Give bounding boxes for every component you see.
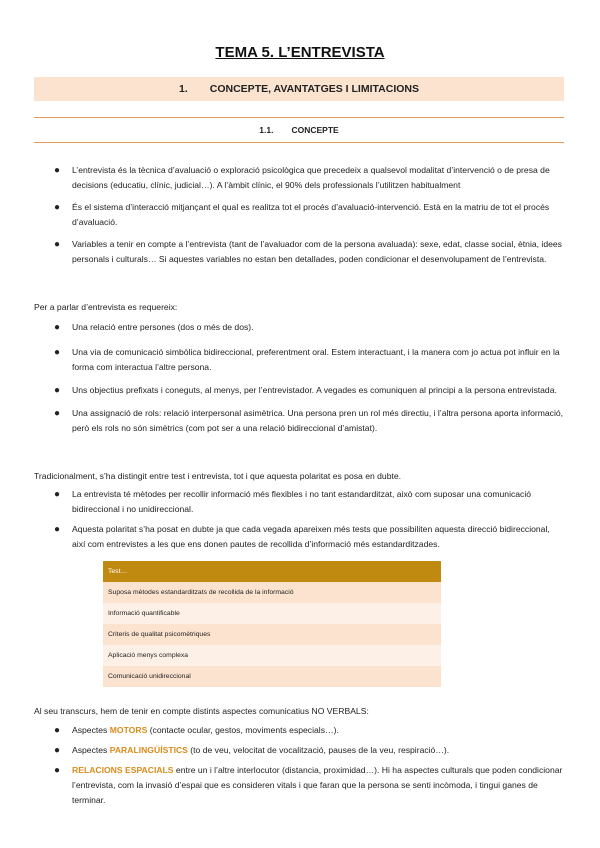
bullet-icon: ● (54, 239, 61, 250)
table-cell: Aplicació menys complexa (103, 645, 441, 666)
list-item: ● Variables a tenir en compte a l’entrevista (tant de l’avaluador com de la persona avaluada): sexe, edat, classe social, ètnia, idees personals i culturals… Si aquestes variables no estan ben detallades, poden condicionar el desenvolupament de l’entrevista. (54, 239, 562, 264)
highlight-term: MOTORS (109, 725, 148, 735)
page-title: TEMA 5. L’ENTREVISTA (215, 44, 385, 61)
paragraph-requires: Per a parlar d’entrevista es requereix: (34, 302, 178, 312)
list-item: ● La entrevista té mètodes per recollir informació més flexibles i no tant estandarditzat, això com suposar una comunicació bidireccional i no unidireccional. (54, 489, 532, 514)
table-row (103, 582, 441, 603)
list-item: ● Uns objectius prefixats i coneguts, al menys, per l’entrevistador. A vegades es comuniquen al principi a la persona entrevistada. (54, 385, 557, 396)
table-row (103, 624, 441, 645)
subsection-title: CONCEPTE (291, 125, 339, 135)
bullet-icon: ● (54, 322, 61, 333)
list-item: ● Una assignació de rols: relació interpersonal asimètrica. Una persona pren un rol més directiu, i l’altra persona aporta informació, però els rols no són simètrics (com pot ser a una relació bidireccional d’amistat). (54, 408, 564, 433)
list-item: ● És el sistema d’interacció mitjançant el qual es realitza tot el procés d’avaluació-intervenció. Està en la matriu de tot el procés d’avaluació. (54, 202, 550, 227)
paragraph-nonverbal: Al seu transcurs, hem de tenir en compte distints aspectes comunicatius NO VERBALS: (34, 706, 369, 716)
bullet-icon: ● (54, 408, 61, 419)
bullet-icon: ● (54, 489, 61, 500)
table-cell: Informació quantificable (103, 603, 441, 624)
list-item: ● L’entrevista és la tècnica d’avaluació o exploració psicològica que precedeix a qualsevol modalitat d’intervenció o de presa de decisions (educatiu, clínic, judicial…). A l’àmbit clínic, el 90% dels professionals l’utilitzen habitualment (54, 165, 550, 190)
bullet-icon: ● (54, 347, 61, 358)
table-cell: Comunicació unidireccional (103, 666, 441, 687)
subsection-heading-1-1 (34, 117, 564, 143)
table-row (103, 666, 441, 687)
requires-bullet-list (0, 320, 564, 436)
intro-bullet-list (0, 163, 564, 267)
table-row (103, 603, 441, 624)
section-heading-1 (34, 77, 564, 101)
highlight-term: PARALINGÜÍSTICS (109, 745, 188, 755)
paragraph-traditional: Tradicionalment, s’ha distingit entre test i entrevista, tot i que aquesta polaritat es posa en dubte. (34, 471, 402, 481)
section-number: 1. (179, 83, 188, 95)
table-cell: Suposa mètodes estandarditzats de recollida de la informació (103, 582, 441, 603)
bullet-icon: ● (54, 165, 61, 176)
highlight-term: RELACIONS ESPACIALS (72, 765, 174, 775)
bullet-icon: ● (54, 745, 61, 756)
table-cell: Criteris de qualitat psicomètriques (103, 624, 441, 645)
list-item: ● Aspectes MOTORS (contacte ocular, gestos, moviments especials…). (54, 725, 339, 736)
list-item: ● Una via de comunicació simbòlica bidireccional, preferentment oral. Estem interactuant, i la manera com jo actua pot influir en la forma com interactua l’altre persona. (54, 347, 560, 372)
table-header-cell: Test… (103, 561, 441, 582)
table-header-row (103, 561, 441, 582)
list-item: ● Una relació entre persones (dos o més de dos). (54, 322, 254, 333)
bullet-icon: ● (54, 725, 61, 736)
bullet-icon: ● (54, 524, 61, 535)
list-item: ● Aquesta polaritat s’ha posat en dubte ja que cada vegada apareixen més tests que possibiliten aquesta direcció bidireccional, així com entrevistes a les que ens donen pautes de recollida d’informació més estandarditzades. (54, 524, 550, 549)
list-item: ● RELACIONS ESPACIALS entre un i l’altre interlocutor (distancia, proximidad…). Hi ha aspectes culturals que poden condicionar l’entrevista, com la invasió d’espai que es consideren vitals i que faran que la persona se senti incòmoda, i tingui ganes de terminar. (54, 765, 563, 805)
bullet-icon: ● (54, 765, 61, 776)
test-characteristics-table (103, 561, 441, 687)
subsection-number: 1.1. (259, 125, 274, 135)
traditional-bullet-list (0, 487, 564, 552)
list-item: ● Aspectes PARALINGÜÍSTICS (to de veu, velocitat de vocalització, pauses de la veu, respiració…). (54, 745, 450, 756)
nonverbal-bullet-list (0, 723, 564, 808)
bullet-icon: ● (54, 202, 61, 213)
bullet-icon: ● (54, 385, 61, 396)
section-title: CONCEPTE, AVANTATGES I LIMITACIONS (209, 83, 419, 95)
table-row (103, 645, 441, 666)
